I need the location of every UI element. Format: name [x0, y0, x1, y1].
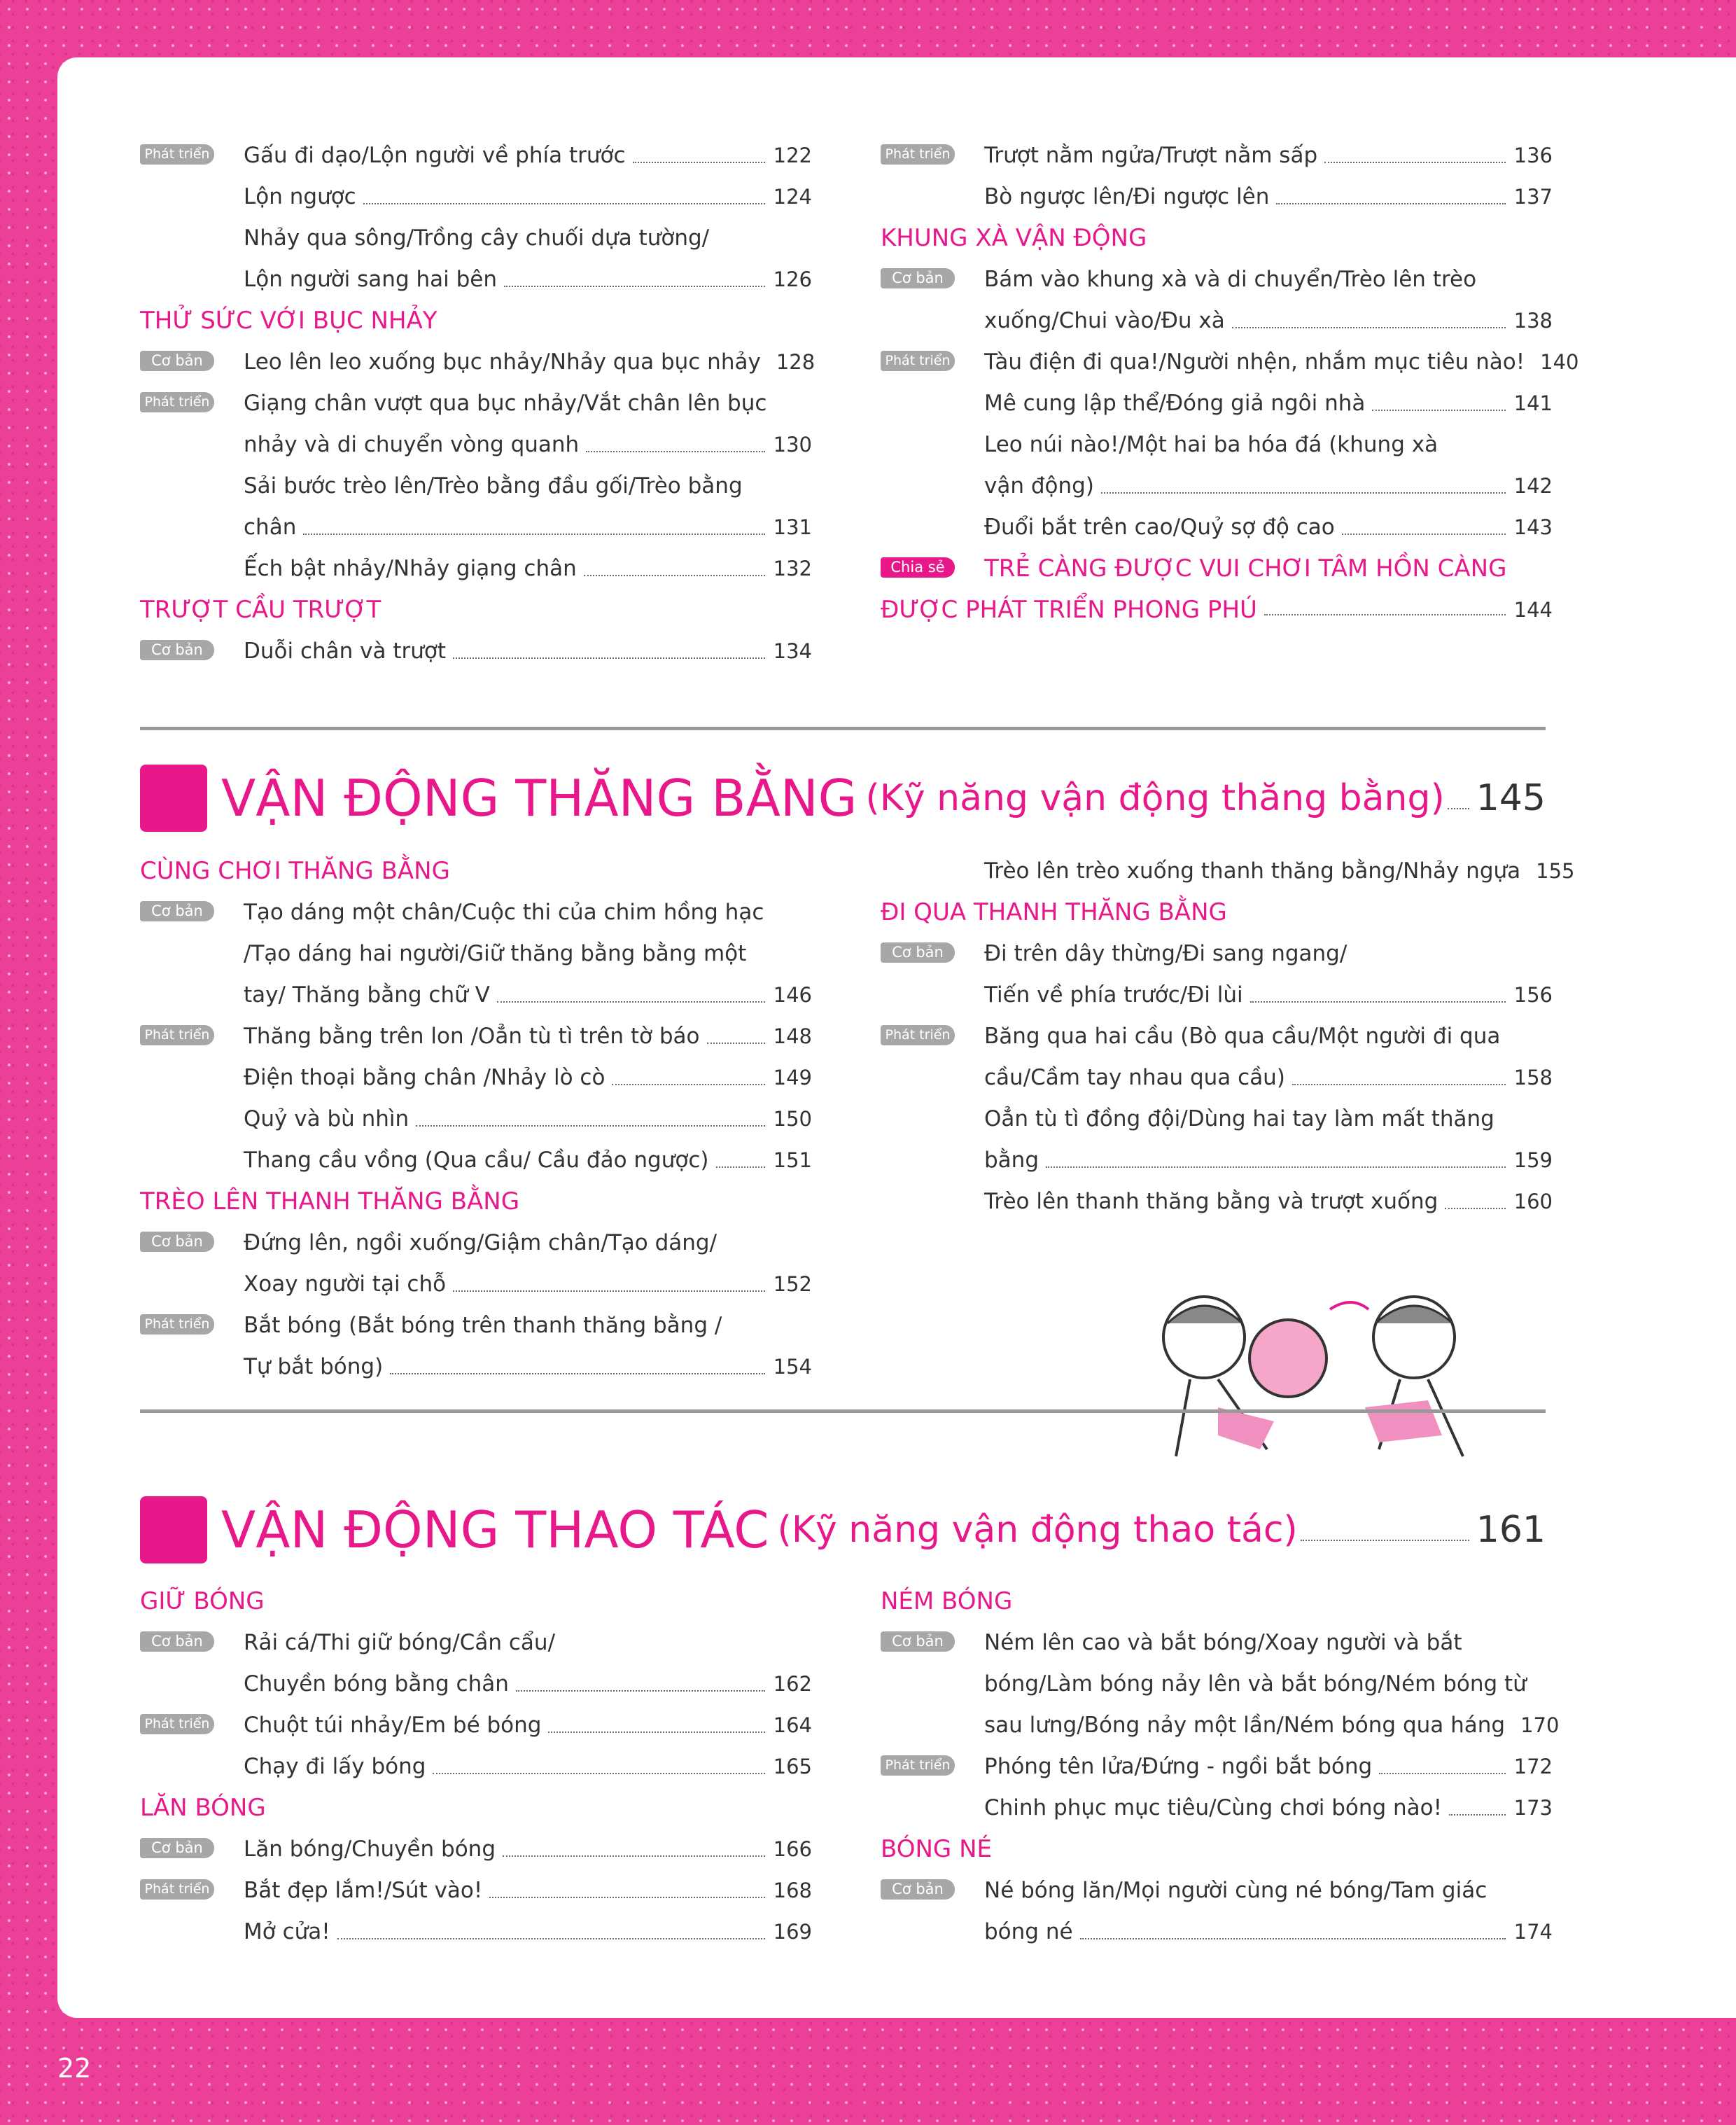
page-ref: 159 [1513, 1148, 1553, 1172]
toc-entry[interactable] [140, 507, 812, 548]
page-ref: 148 [773, 1024, 812, 1048]
leader-dots [584, 575, 765, 576]
child-right-legs [1365, 1400, 1442, 1442]
toc-entry[interactable] [881, 259, 1553, 300]
section-heading [881, 590, 1553, 631]
entry-title: Mê cung lập thể/Đóng giả ngôi nhà [984, 391, 1366, 416]
page-ref: 128 [776, 350, 816, 374]
leader-dots [497, 1001, 765, 1003]
toc-entry[interactable] [140, 342, 816, 383]
section-title: GIỮ BÓNG [140, 1587, 265, 1615]
leader-dots [1046, 1166, 1506, 1168]
entry-title: Quỷ và bù nhìn [244, 1106, 410, 1131]
toc-entry[interactable] [881, 1870, 1553, 1911]
manip-title: VẬN ĐỘNG THAO TÁC [221, 1500, 769, 1559]
leader-dots [453, 1290, 765, 1292]
toc-entry[interactable] [881, 1181, 1553, 1222]
level-badge: Phát triển [881, 144, 955, 165]
entry-title: Oẳn tù tì đồng đội/Dùng hai tay làm mất thăng [984, 1106, 1494, 1131]
page-ref: 143 [1513, 515, 1553, 539]
level-badge: Cơ bản [140, 1838, 214, 1858]
leader-dots [1449, 1814, 1506, 1816]
page-ref: 165 [773, 1755, 812, 1778]
page-ref: 173 [1513, 1796, 1553, 1820]
leader-dots [489, 1897, 764, 1898]
page-ref: 155 [1536, 859, 1575, 883]
toc-entry[interactable] [140, 424, 812, 466]
page-ref: 150 [773, 1107, 812, 1131]
leader-dots [516, 1690, 765, 1692]
section-title: KHUNG XÀ VẬN ĐỘNG [881, 224, 1147, 252]
level-badge: Phát triển [881, 1025, 955, 1045]
level-badge: Phát triển [140, 1714, 214, 1734]
leader-dots [1292, 1084, 1506, 1085]
divider [140, 1409, 1546, 1413]
leader-dots [1324, 162, 1506, 163]
kicking-child-icon [140, 1496, 207, 1563]
entry-title: Đuổi bắt trên cao/Quỷ sợ độ cao [984, 515, 1335, 540]
page-ref: 162 [773, 1672, 812, 1696]
entry-title: xuống/Chui vào/Đu xà [984, 308, 1225, 333]
entry-title: Trèo lên thanh thăng bằng và trượt xuống [984, 1189, 1438, 1214]
entry-title: Trèo lên trèo xuống thanh thăng bằng/Nhảy ngựa [984, 858, 1521, 884]
leader-dots [1232, 327, 1506, 328]
toc-entry[interactable] [140, 892, 812, 933]
toc-entry[interactable] [140, 466, 812, 507]
manip-page: 161 [1476, 1509, 1546, 1551]
entry-title: Bò ngược lên/Đi ngược lên [984, 184, 1270, 209]
entry-title: Lộn ngược [244, 184, 356, 209]
leader-dots [1101, 492, 1506, 494]
leader-dots [453, 657, 765, 659]
leader-dots [337, 1938, 765, 1939]
toc-entry[interactable] [881, 851, 1575, 892]
entry-title: chân [244, 515, 297, 540]
balance-child-icon [140, 765, 207, 832]
toc-entry[interactable] [140, 1911, 812, 1953]
entry-title: Ếch bật nhảy/Nhảy giạng chân [244, 556, 577, 581]
leader-dots [1080, 1938, 1506, 1939]
level-badge: Phát triển [140, 392, 214, 412]
section-title: BÓNG NÉ [881, 1835, 992, 1863]
page-ref: 130 [773, 433, 812, 457]
divider [140, 727, 1546, 730]
toc-entry[interactable] [140, 631, 812, 672]
leader-dots [1342, 534, 1506, 535]
page-ref: 156 [1513, 983, 1553, 1007]
section-title: NÉM BÓNG [881, 1587, 1013, 1615]
page-ref: 154 [773, 1355, 812, 1379]
entry-title: Duỗi chân và trượt [244, 639, 447, 664]
entry-title: bóng/Làm bóng nảy lên và bắt bóng/Ném bóng từ [984, 1671, 1527, 1696]
section-heading [140, 851, 812, 892]
entry-title: Gấu đi dạo/Lộn người về phía trước [244, 143, 626, 168]
page-ref: 152 [773, 1272, 812, 1296]
entry-title: Chạy đi lấy bóng [244, 1754, 426, 1779]
level-badge: Phát triển [140, 1025, 214, 1045]
toc-entry[interactable] [140, 548, 812, 590]
level-badge: Cơ bản [881, 942, 955, 963]
entry-title: Tạo dáng một chân/Cuộc thi của chim hồng hạc [244, 900, 764, 925]
leader-dots [303, 534, 764, 535]
leader-dots [586, 451, 764, 452]
toc-entry[interactable] [881, 507, 1553, 548]
leader-dots [433, 1773, 764, 1774]
entry-title: Xoay người tại chỗ [244, 1271, 447, 1297]
leader-dots [1301, 1540, 1469, 1541]
toc-column-top-left [140, 135, 816, 672]
entry-title: Tự bắt bóng) [244, 1354, 384, 1379]
entry-title: sau lưng/Bóng nảy một lần/Ném bóng qua háng [984, 1713, 1506, 1738]
toc-entry[interactable] [140, 1870, 812, 1911]
section-title: ĐƯỢC PHÁT TRIỂN PHONG PHÚ [881, 596, 1257, 624]
level-badge: Phát triển [881, 351, 955, 371]
balance-title: VẬN ĐỘNG THĂNG BẰNG [221, 769, 858, 828]
entry-title: Đi trên dây thừng/Đi sang ngang/ [984, 941, 1348, 966]
toc-entry[interactable] [881, 975, 1553, 1016]
page-ref: 158 [1513, 1066, 1553, 1089]
page-number: 22 [57, 2053, 92, 2084]
page-ref: 132 [773, 557, 812, 580]
page-ref: 168 [773, 1879, 812, 1902]
entry-title: Leo lên leo xuống bục nhảy/Nhảy qua bục nhảy [244, 349, 761, 375]
toc-entry[interactable] [881, 1664, 1553, 1705]
page-ref: 126 [773, 267, 812, 291]
leader-dots [503, 1855, 765, 1857]
entry-title: Thăng bằng trên lon /Oẳn tù tì trên tờ báo [244, 1024, 700, 1049]
page-ref: 164 [773, 1713, 812, 1737]
leader-dots [612, 1084, 764, 1085]
toc-entry[interactable] [881, 1622, 1553, 1664]
toc-entry[interactable] [140, 1622, 812, 1664]
toc-entry[interactable] [881, 300, 1553, 342]
leader-dots [1264, 614, 1506, 615]
balance-page: 145 [1476, 777, 1546, 819]
toc-entry[interactable] [881, 1016, 1553, 1057]
level-badge: Phát triển [881, 1755, 955, 1776]
page-ref: 140 [1540, 350, 1579, 374]
page-ref: 170 [1520, 1713, 1560, 1737]
entry-title: nhảy và di chuyển vòng quanh [244, 432, 580, 457]
entry-title: Bắt bóng (Bắt bóng trên thanh thăng bằng / [244, 1313, 722, 1338]
entry-title: /Tạo dáng hai người/Giữ thăng bằng bằng một [244, 941, 747, 966]
toc-entry[interactable] [140, 259, 812, 300]
leader-dots [390, 1373, 764, 1374]
page-ref: 136 [1513, 144, 1553, 167]
leader-dots [363, 203, 765, 204]
leader-dots [1445, 1208, 1505, 1209]
entry-title: Lăn bóng/Chuyền bóng [244, 1837, 496, 1862]
balance-heading [140, 760, 1546, 837]
entry-title: TRẺ CÀNG ĐƯỢC VUI CHƠI TÂM HỒN CÀNG [984, 555, 1507, 583]
toc-entry[interactable] [881, 135, 1553, 176]
toc-column-balance-right [881, 851, 1575, 1222]
section-heading [140, 300, 812, 342]
entry-title: Bắt đẹp lắm!/Sút vào! [244, 1878, 483, 1903]
level-badge: Chia sẻ [881, 557, 955, 578]
page-ref: 137 [1513, 185, 1553, 209]
section-title: TRƯỢT CẦU TRƯỢT [140, 596, 382, 624]
entry-title: Trượt nằm ngửa/Trượt nằm sấp [984, 143, 1318, 168]
children-ball-illustration [1113, 1281, 1533, 1477]
page-ref: 172 [1513, 1755, 1553, 1778]
pink-ball [1250, 1320, 1326, 1397]
leader-dots [504, 286, 765, 287]
page-ref: 124 [773, 185, 812, 209]
section-heading [881, 892, 1553, 933]
toc-entry[interactable] [881, 1788, 1553, 1829]
page-ref: 149 [773, 1066, 812, 1089]
arrow [1330, 1302, 1368, 1309]
entry-title: Chinh phục mục tiêu/Cùng chơi bóng nào! [984, 1795, 1443, 1820]
toc-entry[interactable] [881, 424, 1553, 466]
toc-entry[interactable] [881, 466, 1553, 507]
level-badge: Phát triển [140, 144, 214, 165]
entry-title: Rải cá/Thi giữ bóng/Cần cẩu/ [244, 1630, 556, 1655]
level-badge: Cơ bản [140, 1631, 214, 1652]
toc-entry[interactable] [140, 1746, 812, 1788]
manipulation-heading [140, 1491, 1546, 1568]
leader-dots [1250, 1001, 1506, 1003]
entry-title: Tàu điện đi qua!/Người nhện, nhắm mục tiêu nào! [984, 349, 1525, 375]
entry-title: vận động) [984, 473, 1094, 499]
page-ref: 131 [773, 515, 812, 539]
toc-column-balance-left [140, 851, 812, 1388]
child-left-legs [1218, 1407, 1274, 1449]
toc-entry[interactable] [140, 1057, 812, 1099]
leader-dots [416, 1125, 764, 1127]
toc-entry[interactable] [140, 1222, 812, 1264]
entry-title: Giạng chân vượt qua bục nhảy/Vắt chân lên bục [244, 391, 767, 416]
toc-entry[interactable] [140, 1140, 812, 1181]
toc-column-top-right [881, 135, 1579, 631]
entry-title: Phóng tên lửa/Đứng - ngồi bắt bóng [984, 1754, 1373, 1779]
section-title: THỬ SỨC VỚI BỤC NHẢY [140, 307, 438, 335]
toc-entry[interactable] [140, 1016, 812, 1057]
section-heading [140, 1181, 812, 1222]
manip-subtitle: (Kỹ năng vận động thao tác) [777, 1509, 1298, 1551]
entry-title: bóng né [984, 1919, 1073, 1944]
section-heading [140, 590, 812, 631]
toc-entry[interactable] [140, 1829, 812, 1870]
toc-entry[interactable] [140, 1099, 812, 1140]
toc-entry[interactable] [881, 1746, 1553, 1788]
page-ref: 166 [773, 1837, 812, 1861]
page-ref: 138 [1513, 309, 1553, 333]
level-badge: Cơ bản [140, 1232, 214, 1252]
entry-title: Bám vào khung xà và di chuyển/Trèo lên trèo [984, 267, 1477, 292]
toc-entry[interactable] [140, 135, 812, 176]
section-title: ĐI QUA THANH THĂNG BẰNG [881, 898, 1227, 926]
entry-title: Thang cầu vồng (Qua cầu/ Cầu đảo ngược) [244, 1148, 709, 1173]
level-badge: Cơ bản [140, 351, 214, 371]
entry-title: Băng qua hai cầu (Bò qua cầu/Một người đi qua [984, 1024, 1501, 1049]
toc-entry[interactable] [881, 1911, 1553, 1953]
toc-entry[interactable] [140, 933, 812, 975]
entry-title: bằng [984, 1148, 1039, 1173]
toc-entry[interactable] [140, 218, 812, 259]
section-heading [881, 218, 1553, 259]
toc-entry[interactable] [881, 1140, 1553, 1181]
leader-dots [548, 1732, 764, 1733]
leader-dots [1379, 1773, 1505, 1774]
level-badge: Cơ bản [881, 1879, 955, 1900]
leader-dots [1276, 203, 1505, 204]
entry-title: Điện thoại bằng chân /Nhảy lò cò [244, 1065, 606, 1090]
toc-column-manip-left [140, 1581, 812, 1953]
leader-dots [716, 1166, 765, 1168]
section-heading [140, 1788, 812, 1829]
level-badge: Cơ bản [140, 901, 214, 921]
toc-entry[interactable] [881, 342, 1579, 383]
toc-entry[interactable] [881, 933, 1553, 975]
toc-entry[interactable] [140, 176, 812, 218]
section-title: TRÈO LÊN THANH THĂNG BẰNG [140, 1187, 520, 1215]
entry-title: Né bóng lăn/Mọi người cùng né bóng/Tam giác [984, 1878, 1488, 1903]
level-badge: Cơ bản [140, 640, 214, 660]
entry-title: Ném lên cao và bắt bóng/Xoay người và bắt [984, 1630, 1462, 1655]
entry-title: Leo núi nào!/Một hai ba hóa đá (khung xà [984, 432, 1438, 457]
level-badge: Phát triển [140, 1314, 214, 1335]
entry-title: Nhảy qua sông/Trồng cây chuối dựa tường/ [244, 225, 710, 251]
toc-entry[interactable] [140, 975, 812, 1016]
toc-column-manip-right [881, 1581, 1560, 1953]
toc-entry[interactable] [140, 1305, 812, 1346]
page-ref: 141 [1513, 391, 1553, 415]
section-heading [881, 1829, 1553, 1870]
leader-dots [633, 162, 765, 163]
toc-entry[interactable] [140, 383, 812, 424]
entry-title: Lộn người sang hai bên [244, 267, 497, 292]
page-ref: 174 [1513, 1920, 1553, 1944]
entry-title: Mở cửa! [244, 1919, 330, 1944]
page-ref: 146 [773, 983, 812, 1007]
page-ref: 134 [773, 639, 812, 663]
leader-dots [1448, 808, 1469, 809]
toc-entry[interactable] [140, 1705, 812, 1746]
toc-entry[interactable] [140, 1264, 812, 1305]
toc-entry[interactable] [881, 1057, 1553, 1099]
page-ref: 142 [1513, 474, 1553, 498]
entry-title: Chuột túi nhảy/Em bé bóng [244, 1713, 542, 1738]
toc-entry[interactable] [881, 1705, 1560, 1746]
level-badge: Phát triển [140, 1879, 214, 1900]
toc-entry[interactable] [140, 1664, 812, 1705]
page-ref: 169 [773, 1920, 812, 1944]
page-ref: 122 [773, 144, 812, 167]
section-heading [140, 1581, 812, 1622]
toc-entry[interactable] [881, 383, 1553, 424]
entry-title: Tiến về phía trước/Đi lùi [984, 982, 1243, 1008]
toc-entry[interactable] [140, 1346, 812, 1388]
page-ref: 144 [1513, 598, 1553, 622]
page-ref: 160 [1513, 1190, 1553, 1213]
entry-title: Đứng lên, ngồi xuống/Giậm chân/Tạo dáng/ [244, 1230, 718, 1255]
section-title: LĂN BÓNG [140, 1794, 266, 1822]
toc-entry[interactable] [881, 176, 1553, 218]
toc-entry[interactable] [881, 1099, 1553, 1140]
leader-dots [707, 1043, 765, 1044]
level-badge: Cơ bản [881, 1631, 955, 1652]
level-badge: Cơ bản [881, 268, 955, 288]
leader-dots [1372, 410, 1505, 411]
entry-title: Sải bước trèo lên/Trèo bằng đầu gối/Trèo bằng [244, 473, 743, 499]
section-heading [881, 1581, 1553, 1622]
section-title: CÙNG CHƠI THĂNG BẰNG [140, 857, 450, 885]
entry-title: tay/ Thăng bằng chữ V [244, 982, 490, 1008]
page-ref: 151 [773, 1148, 812, 1172]
toc-entry[interactable] [881, 548, 1553, 590]
balance-subtitle: (Kỹ năng vận động thăng bằng) [865, 777, 1445, 819]
entry-title: Chuyền bóng bằng chân [244, 1671, 509, 1696]
entry-title: cầu/Cầm tay nhau qua cầu) [984, 1065, 1285, 1090]
